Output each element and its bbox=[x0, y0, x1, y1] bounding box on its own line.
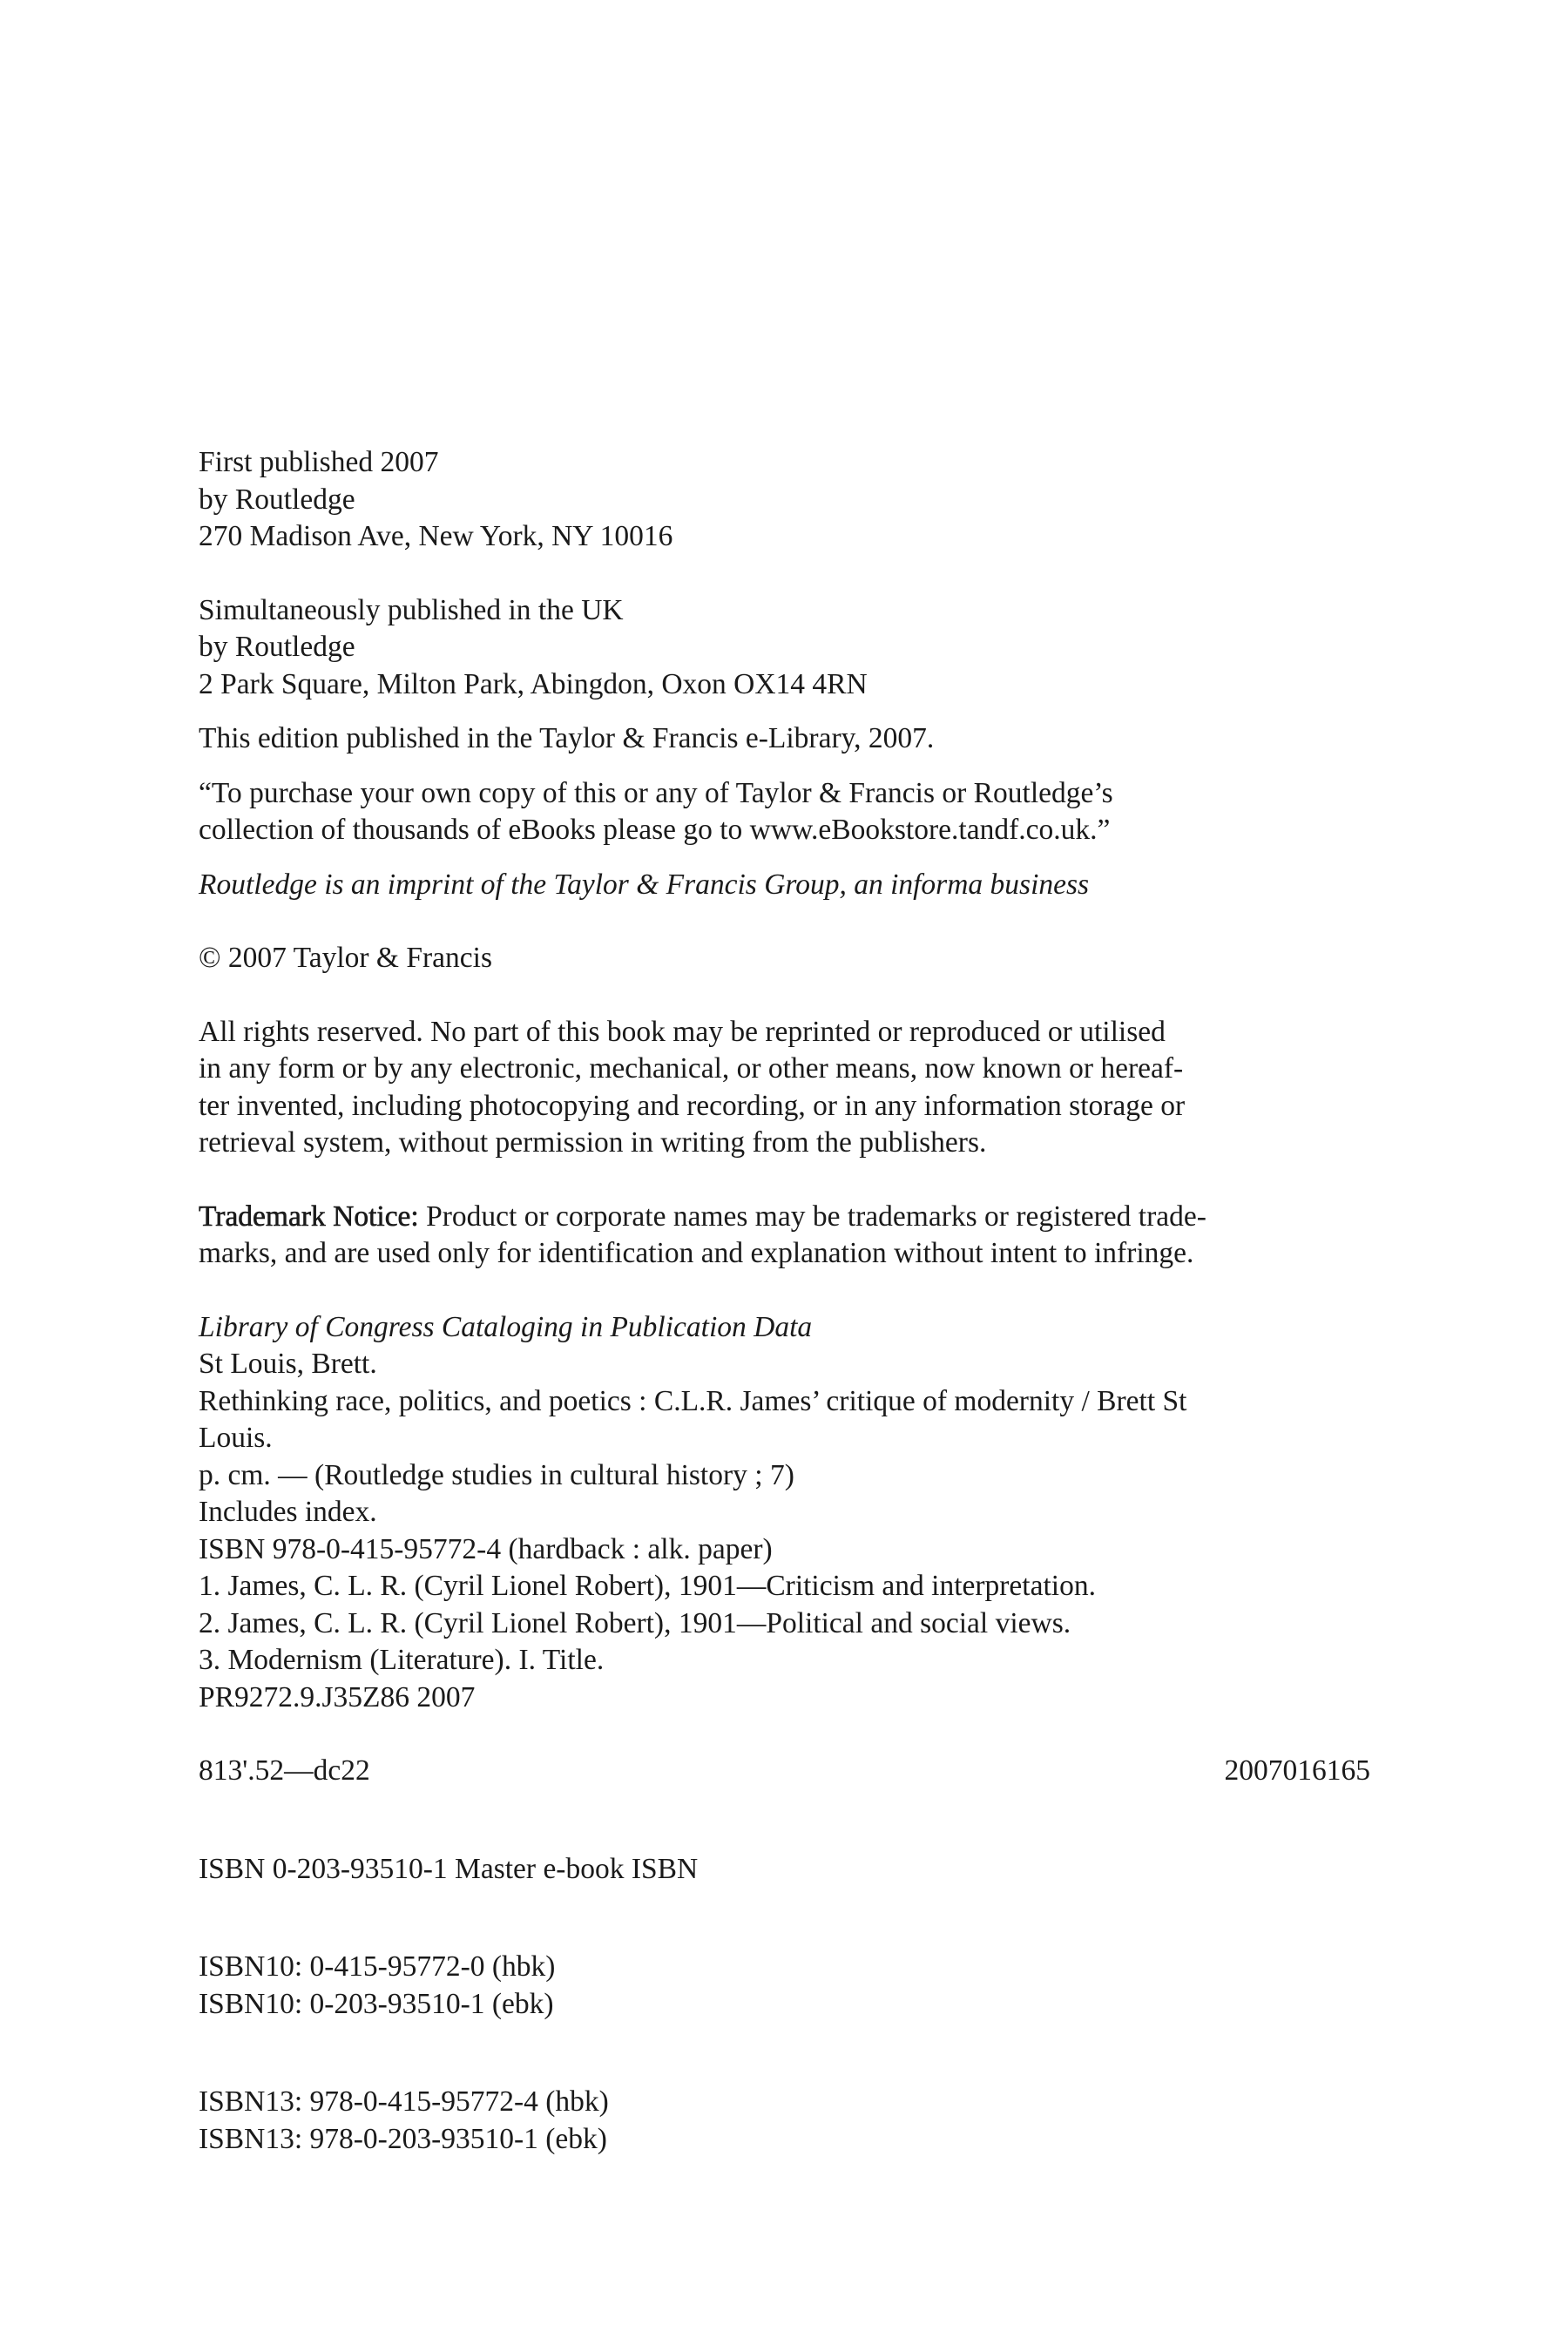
rights-line: All rights reserved. No part of this book may be reprinted or reproduced or utilised bbox=[199, 1015, 1166, 1048]
isbn13-hbk: ISBN13: 978-0-415-95772-4 (hbk) bbox=[199, 2085, 609, 2118]
copyright-notice bbox=[199, 940, 1370, 977]
uk-publication-block bbox=[199, 592, 1370, 704]
rights-line: in any form or by any electronic, mechanical, or other means, now known or hereaf- bbox=[199, 1052, 1184, 1085]
cip-line: p. cm. — (Routledge studies in cultural history ; 7) bbox=[199, 1458, 794, 1491]
publisher-uk-address: 2 Park Square, Milton Park, Abingdon, Oxon OX14 4RN bbox=[199, 667, 868, 700]
master-isbn-block bbox=[199, 1851, 1370, 1889]
publisher-us-address: 270 Madison Ave, New York, NY 10016 bbox=[199, 520, 673, 552]
lccn-number: 2007016165 bbox=[1224, 1754, 1370, 1787]
imprint-note bbox=[199, 867, 1370, 904]
isbn10-hbk: ISBN10: 0-415-95772-0 (hbk) bbox=[199, 1950, 556, 1983]
cip-line: Rethinking race, politics, and poetics : C.L.R. James’ critique of modernity / Brett St bbox=[199, 1384, 1187, 1417]
cip-line: ISBN 978-0-415-95772-4 (hardback : alk. paper) bbox=[199, 1532, 773, 1565]
imprint-statement: Routledge is an imprint of the Taylor & Francis Group, an informa business bbox=[199, 868, 1090, 901]
publication-block bbox=[199, 444, 1370, 556]
publisher-us: by Routledge bbox=[199, 483, 355, 516]
rights-line: retrieval system, without permission in writing from the publishers. bbox=[199, 1126, 987, 1159]
trademark-text: Product or corporate names may be trademarks or registered trade- bbox=[418, 1200, 1206, 1233]
trademark-line: marks, and are used only for identification and explanation without intent to infringe. bbox=[199, 1237, 1194, 1269]
trademark-label: Trademark Notice: bbox=[199, 1200, 419, 1233]
cip-line: St Louis, Brett. bbox=[199, 1348, 377, 1380]
trademark-notice bbox=[199, 1199, 1370, 1273]
isbn13-ebk: ISBN13: 978-0-203-93510-1 (ebk) bbox=[199, 2122, 607, 2155]
uk-published: Simultaneously published in the UK bbox=[199, 593, 624, 626]
cip-heading: Library of Congress Cataloging in Publication Data bbox=[199, 1310, 813, 1343]
cip-line: Louis. bbox=[199, 1422, 273, 1454]
ebook-edition-block bbox=[199, 720, 1370, 758]
cip-line: 3. Modernism (Literature). I. Title. bbox=[199, 1644, 605, 1676]
isbn10-ebk: ISBN10: 0-203-93510-1 (ebk) bbox=[199, 1987, 554, 2020]
first-published: First published 2007 bbox=[199, 446, 439, 478]
cip-line: 2. James, C. L. R. (Cyril Lionel Robert), 1901—Political and social views. bbox=[199, 1606, 1071, 1639]
copyright-page bbox=[199, 444, 1370, 2158]
rights-line: ter invented, including photocopying and recording, or in any information storage or bbox=[199, 1089, 1186, 1122]
cip-line: 1. James, C. L. R. (Cyril Lionel Robert), 1901—Criticism and interpretation. bbox=[199, 1570, 1096, 1602]
purchase-line: collection of thousands of eBooks please go to www.eBookstore.tandf.co.uk.” bbox=[199, 814, 1111, 846]
purchase-note bbox=[199, 775, 1370, 849]
master-ebook-isbn: ISBN 0-203-93510-1 Master e-book ISBN bbox=[199, 1852, 699, 1885]
isbn10-block bbox=[199, 1949, 1370, 2023]
purchase-line: “To purchase your own copy of this or any of Taylor & Francis or Routledge’s bbox=[199, 776, 1113, 809]
cip-line: PR9272.9.J35Z86 2007 bbox=[199, 1680, 476, 1713]
ebook-edition-note: This edition published in the Taylor & Francis e-Library, 2007. bbox=[199, 722, 935, 754]
copyright-statement: © 2007 Taylor & Francis bbox=[199, 942, 492, 974]
dewey-classification: 813'.52—dc22 bbox=[199, 1754, 370, 1787]
classification-row bbox=[199, 1753, 1370, 1790]
rights-reserved bbox=[199, 1014, 1370, 1162]
trademark-line bbox=[199, 1199, 1370, 1236]
publisher-uk: by Routledge bbox=[199, 631, 355, 663]
cip-data bbox=[199, 1309, 1370, 1717]
cip-line: Includes index. bbox=[199, 1496, 377, 1528]
isbn13-block bbox=[199, 2084, 1370, 2158]
